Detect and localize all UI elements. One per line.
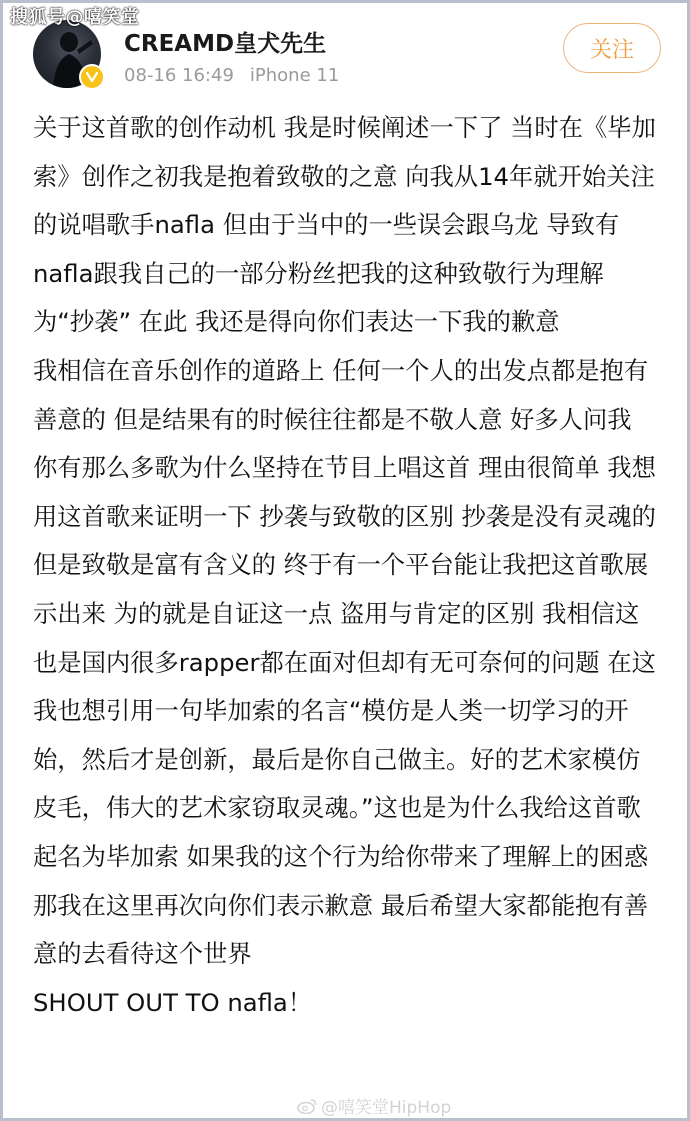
post-time: 08-16 16:49	[124, 65, 234, 86]
post-paragraph: 关于这首歌的创作动机 我是时候阐述一下了 当时在《毕加索》创作之初我是抱着致敬的之意 向我从14年就开始关注的说唱歌手nafla 但由于当中的一些误会跟乌龙 导致有nafla跟我自己的一部分粉丝把我的这种致敬行为理解为“抄袭” 在此 我还是得向你们表达一下我的歉意	[33, 113, 656, 337]
post-paragraph: 我相信在音乐创作的道路上 任何一个人的出发点都是抱有善意的 但是结果有的时候往往都是不敬人意 好多人问我 你有那么多歌为什么坚持在节目上唱这首 理由很简单 我想用这首歌来证明一下 抄袭与致敬的区别 抄袭是没有灵魂的 但是致敬是富有含义的 终于有一个平台能让我把这首歌展示出来 为的就是自证这一点 盗用与肯定的区别 我相信这也是国内很多rapper都在面对但却有无可奈何的问题 在这我也想引用一句毕加索的名言“模仿是人类一切学习的开始，然后才是创新，最后是你自己做主。好的艺术家模仿皮毛，伟大的艺术家窃取灵魂。”这也是为什么我给这首歌起名为毕加索 如果我的这个行为给你带来了理解上的困惑 那我在这里再次向你们表示歉意 最后希望大家都能抱有善意的去看待这个世界	[33, 355, 656, 969]
weibo-post-card	[3, 3, 687, 1118]
follow-button[interactable]: 关注	[563, 23, 661, 73]
avatar[interactable]	[33, 20, 101, 88]
post-body	[33, 104, 659, 1027]
post-paragraph: SHOUT OUT TO nafla！	[33, 987, 313, 1017]
post-device: iPhone 11	[249, 65, 340, 86]
weibo-logo-icon	[297, 1098, 317, 1114]
post-meta	[124, 65, 339, 86]
source-watermark: 搜狐号@嘻笑堂	[10, 7, 140, 28]
username[interactable]: CREAMD皇犬先生	[124, 31, 327, 57]
weibo-watermark	[297, 1093, 451, 1118]
vip-badge-icon	[79, 64, 105, 90]
weibo-watermark-text: @嘻笑堂HipHop	[321, 1098, 452, 1118]
